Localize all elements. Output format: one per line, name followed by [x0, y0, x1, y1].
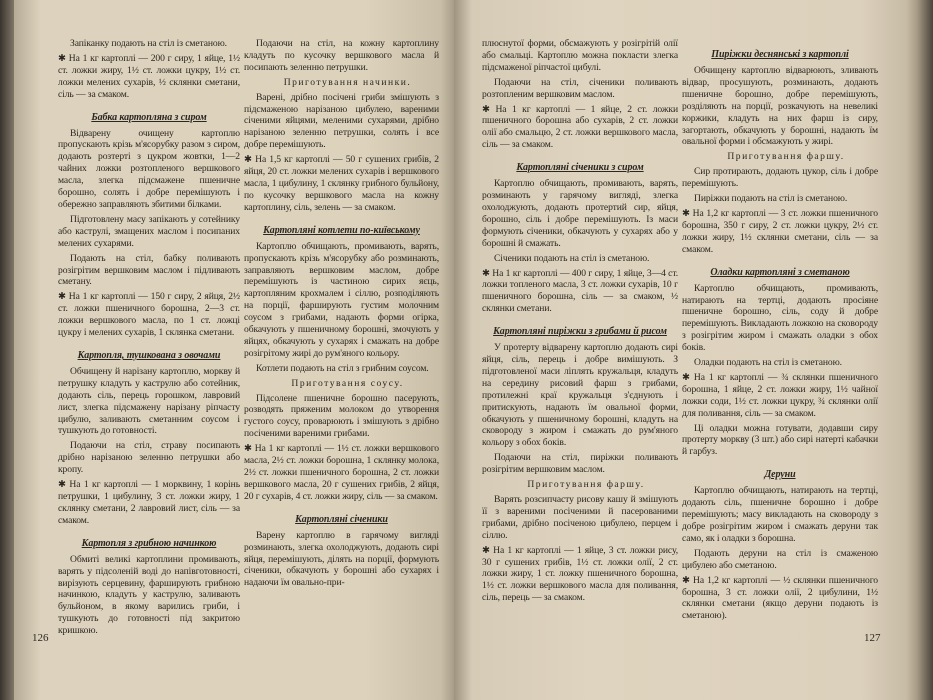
paragraph: Подають деруни на стіл із смаженою цибулею або сметаною. — [682, 547, 878, 571]
recipe-title-text: Картопляні січеники з сиром — [516, 162, 644, 174]
recipe-title — [58, 538, 240, 550]
ingredients-list: ✱ На 1 кг картоплі — 200 г сиру, 1 яйце, 1½ ст. ложки жиру, 1½ ст. ложки цукру, 1½ ст. ложки мелених сухарів, ½ склянки сметани, сіль — за смаком. — [58, 52, 240, 100]
recipe-title-text: Картопляні січеники — [295, 513, 388, 525]
right-page-column-2 — [682, 38, 878, 625]
left-page-column-2 — [244, 38, 439, 592]
paragraph: Обчищену й нарізану картоплю, моркву й петрушку кладуть у каструлю або сотейник, додають сіль, перець горошком, лавровий лист, злегка підсмажену нарізану ріпчасту цибулю, заливають сметанним соусом і тушкують до готовності. — [58, 365, 240, 437]
paragraph: Відварену очищену картоплю пропускають крізь м'ясорубку разом з сиром, додають розтерті з цукром жовтки, 1—2 чайних ложки розтопленого вершкового масла, злегка підсмажене пшеничне борошно, солять і добре перемішують і обережно заправляють збитими білками. — [58, 127, 240, 210]
paragraph: Подаючи на стіл, на кожну картоплину кладуть по кусочку вершкового масла й посипають зеленню петрушки. — [244, 38, 439, 73]
recipe-title — [682, 267, 878, 279]
paragraph: Картоплю обчищають, промивають, варять, пропускають крізь м'ясорубку або розминають, заправляють вершковим маслом, добре перемішують із частиною сирих яєць, картопляним крохмалем і сіллю, розподіляють на порції, фарширують густим молочним соусом з грибами, надають форми огірка, обкачують у пшеничному борошні, змочують у яйцях, обкачують у сухарях і смажать на добре розігрітому жирі до рум'яного кольору. — [244, 240, 439, 359]
recipe-title — [244, 514, 439, 526]
paragraph: Картоплю обчищають, натирають на тертці, додають сіль, пшеничне борошно і добре перемішують; масу викладають на сковороду з добре розігрітим жиром і смажать деруни так само, як і оладки з борошна. — [682, 485, 878, 544]
paragraph: Подаючи на стіл, січеники поливають розтопленим вершковим маслом. — [482, 76, 678, 100]
ingredients-list: ✱ На 1 кг картоплі — 1 яйце, 2 ст. ложки пшеничного борошна або сухарів, 2 ст. ложки олії або смальцю, 2 ст. ложки вершкового масла, сіль — за смаком. — [482, 103, 678, 151]
paragraph: Ці оладки можна готувати, додавши сиру протерту моркву (3 шт.) або сирі натерті кабачки й гарбуз. — [682, 422, 878, 458]
recipe-subheading: Приготування начинки. — [283, 76, 412, 88]
ingredients-list: ✱ На 1 кг картоплі — 150 г сиру, 2 яйця, 2½ ст. ложки пшеничного борошна, 2—3 ст. ложки вершкового масла, по 1 ст. ложці цукру і мелених сухарів, 1 склянка сметани. — [58, 291, 240, 339]
page-number-left: 126 — [32, 632, 49, 644]
ingredients-list: ✱ На 1,2 кг картоплі — ½ склянки пшеничного борошна, 3 ст. ложки олії, 2 цибулини, 1½ склянки сметани (якщо деруни подають із сметаною). — [682, 574, 878, 622]
paragraph: плюснутої форми, обсмажують у розігрітій олії або смальці. Картоплю можна покласти злегка підсмаженої ріпчастої цибулі. — [482, 38, 678, 73]
book-edge-right — [906, 0, 933, 700]
page-number-right: 127 — [864, 632, 881, 644]
paragraph: Запіканку подають на стіл із сметаною. — [70, 38, 227, 49]
paragraph: Подають на стіл, бабку поливають розігрітим вершковим маслом і підливають сметану. — [58, 252, 240, 288]
paragraph: Підсолене пшеничне борошно пасерують, розводять пряженим молоком до утворення густого соусу, проварюють і змішують з дрібно посіченими вареними грибами. — [244, 392, 439, 440]
ingredients-list: ✱ На 1 кг картоплі — 400 г сиру, 1 яйце, 3—4 ст. ложки топленого масла, 3 ст. ложки сухарів, 10 г пшеничного борошна, сіль — за смаком, ½ склянки сметани. — [482, 267, 678, 315]
paragraph: У протерту відварену картоплю додають сирі яйця, сіль, перець і добре вимішують. З підготовленої маси ліплять кружальця, кладуть на середину рисовий фарш з грибами, протилежні краї кружальця з'єднують і притискують, надають їм овальної форми, обкачують у пшеничному борошні, кладуть на сковороду з жиром і смажать до рум'яного кольору з обох боків. — [482, 342, 678, 449]
paragraph: Картоплю обчищають, промивають, варять, розминають у гарячому вигляді, злегка охолоджують, додають протертий сир, яйця, борошно, сіль і добре перемішують. Із маси формують січеники, обкачують у сухарях або у борошні й смажать. — [482, 178, 678, 249]
paragraph: Подаючи на стіл, страву посипають дрібно нарізаною зеленню петрушки або кропу. — [58, 440, 240, 476]
paragraph: Обмиті великі картоплини промивають, варять у підсоленій воді до напівготовності, вирізують серцевину, фарширують грибною начинкою, кладуть у каструлю, заливають бульйоном, в якому варились гриби, і тушкують до готовності під закритою кришкою. — [58, 553, 240, 637]
paragraph: Обчищену картоплю відварюють, зливають відвар, просушують, розминають, додають пшеничне борошно, добре перемішують, розділяють на порції, розкачують на невеликі коржики, кладуть на них фарш із сиру, загортають, обкачують у борошні, надають їм овальної форми і обсмажують у жирі. — [682, 65, 878, 148]
paragraph: Варені, дрібно посічені гриби змішують з підсмаженою нарізаною цибулею, вареними січеними яйцями, меленими сухарями, дрібно нарізаною зеленню петрушки, солять і все добре перемішують. — [244, 91, 439, 151]
ingredients-list: ✱ На 1,5 кг картоплі — 50 г сушених грибів, 2 яйця, 20 ст. ложки мелених сухарів і вершкового масла, 1 цибулину, 1 склянку грибного бульйону, по кусочку вершкового масла на кожну картоплину, сіль, зелень — за смаком. — [244, 154, 439, 213]
recipe-title — [58, 350, 240, 362]
recipe-subheading: Приготування фаршу. — [727, 151, 845, 163]
paragraph: Варену картоплю в гарячому вигляді розминають, злегка охолоджують, додають сирі яйця, перемішують, ділять на порції, формують січеники, обкачують у борошні або сухарях і надаючи їм овально-при- — [244, 529, 439, 589]
paragraph: Січеники подають на стіл із сметаною. — [494, 252, 650, 264]
recipe-title — [482, 326, 678, 338]
paragraph: Подаючи на стіл, пиріжки поливають розігрітим вершковим маслом. — [482, 452, 678, 476]
recipe-title-text: Оладки картопляні з сметаною — [710, 266, 850, 278]
paragraph: Варять розсипчасту рисову кашу й змішують її з вареними посіченими й пасерованими грибами, дрібно посіченою цибулею, перцем і сіллю. — [482, 494, 678, 541]
ingredients-list: ✱ На 1 кг картоплі — 1½ ст. ложки вершкового масла, 2½ ст. ложки борошна, 1 склянку молока, 2½ ст. ложки пшеничного борошна, 2 ст. ложки вершкового масла, 20 г сушених грибів, 2 яйця, 20 г сухарів, 4 ст. ложки жиру, сіль — за смаком. — [244, 443, 439, 502]
right-page-column-1 — [482, 38, 678, 607]
ingredients-list: ✱ На 1 кг картоплі — 1 яйце, 3 ст. ложки рису, 30 г сушених грибів, 1½ ст. ложки олії, 2 ст. ложки жиру, 1 ст. ложку пшеничного борошна, 1½ ст. ложки вершкового масла для поливання, сіль, перець — за смаком. — [482, 544, 678, 604]
recipe-title-text: Пиріжки деснянські з картоплі — [711, 49, 849, 60]
paragraph: Картоплю обчищають, промивають, натирають на тертці, додають просіяне пшеничне борошно, сіль, соду й добре перемішують. Викладають ложкою на сковороду з розігрітим жиром і смажать оладки з обох боків. — [682, 282, 878, 354]
right-page — [454, 0, 906, 700]
ingredients-list: ✱ На 1 кг картоплі — 1 морквину, 1 корінь петрушки, 1 цибулину, 3 ст. ложки жиру, 1 склянку сметани, 2 лавровий лист, сіль — за смаком. — [58, 479, 240, 526]
paragraph: Котлети подають на стіл з грибним соусом. — [256, 362, 429, 374]
recipe-title-text: Картопля з грибною начинкою — [81, 537, 217, 549]
paragraph: Сир протирають, додають цукор, сіль і добре перемішують. — [682, 166, 878, 190]
recipe-title — [58, 112, 240, 124]
recipe-title — [482, 162, 678, 174]
paragraph: Пиріжки подають на стіл із сметаною. — [694, 193, 848, 205]
paragraph: Оладки подають на стіл із сметаною. — [694, 357, 842, 369]
recipe-subheading: Приготування соусу. — [291, 377, 404, 389]
paragraph: Підготовлену масу запікають у сотейнику або каструлі, змащених маслом і посипаних мелених сухарями. — [58, 213, 240, 249]
recipe-title-text: Картопля, тушкована з овочами — [77, 349, 221, 361]
ingredients-list: ✱ На 1,2 кг картоплі — 3 ст. ложки пшеничного борошна, 350 г сиру, 2 ст. ложки цукру, 2½ ст. ложки жиру, 1½ склянки сметани, сіль — за смаком. — [682, 207, 878, 255]
recipe-title — [682, 469, 878, 481]
recipe-title-text: Деруни — [764, 469, 796, 481]
recipe-title-text: Картопляні котлети по-київському — [263, 224, 420, 236]
recipe-subheading: Приготування фаршу. — [527, 479, 645, 491]
left-page-column-1 — [58, 38, 240, 640]
recipe-title-text: Бабка картопляна з сиром — [91, 111, 207, 123]
recipe-title — [244, 225, 439, 237]
recipe-title-text: Картопляні пиріжки з грибами й рисом — [493, 326, 667, 338]
left-page — [14, 0, 454, 700]
recipe-title — [682, 49, 878, 61]
ingredients-list: ✱ На 1 кг картоплі — ¾ склянки пшеничного борошна, 1 яйце, 2 ст. ложки жиру, 1½ чайної ложки соди, 1½ ст. ложки цукру, ¾ склянки олії для поливання, сіль — за смаком. — [682, 371, 878, 419]
